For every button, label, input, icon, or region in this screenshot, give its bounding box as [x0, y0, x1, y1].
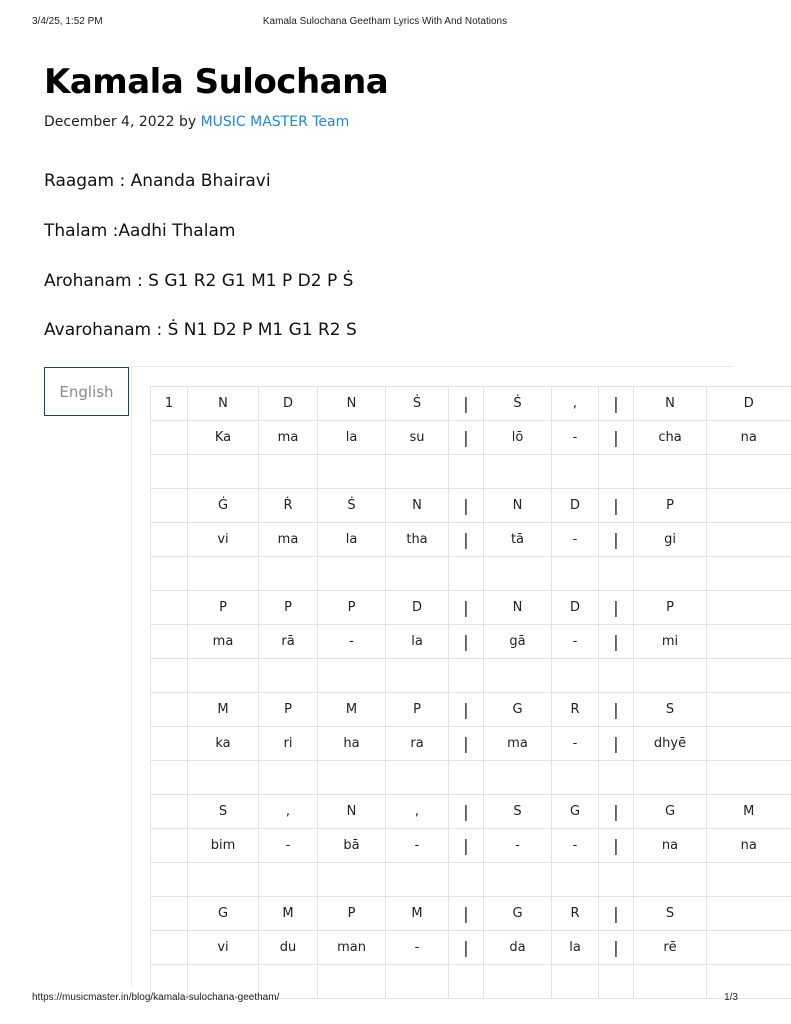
table-cell: G — [188, 897, 259, 931]
table-cell: bā — [318, 829, 386, 863]
table-cell: M — [707, 795, 791, 829]
tab-panel-border-top — [131, 366, 732, 367]
table-cell: Ṡ — [386, 387, 449, 421]
table-cell: ma — [259, 523, 318, 557]
table-row — [151, 455, 791, 489]
raagam-text: Raagam : Ananda Bhairavi — [44, 171, 271, 191]
author-link[interactable]: MUSIC MASTER Team — [200, 114, 350, 130]
table-cell: D — [552, 591, 599, 625]
table-cell: rē — [634, 931, 707, 965]
table-cell: M — [386, 897, 449, 931]
table-cell: Ṙ — [259, 489, 318, 523]
table-row — [151, 795, 791, 829]
table-cell: - — [318, 625, 386, 659]
table-cell — [449, 659, 484, 693]
table-cell: | — [599, 795, 634, 829]
byline — [44, 114, 349, 130]
table-cell: | — [449, 625, 484, 659]
table-cell: ka — [188, 727, 259, 761]
table-cell — [552, 863, 599, 897]
table-cell: S — [188, 795, 259, 829]
table-cell — [151, 659, 188, 693]
table-cell: gā — [484, 625, 552, 659]
table-cell: N — [318, 387, 386, 421]
table-cell: - — [386, 829, 449, 863]
table-cell — [318, 557, 386, 591]
table-row — [151, 829, 791, 863]
table-cell: | — [449, 421, 484, 455]
table-cell — [707, 727, 791, 761]
table-cell: , — [552, 387, 599, 421]
print-url: https://musicmaster.in/blog/kamala-sulochana-geetham/ — [32, 992, 280, 1003]
table-row — [151, 659, 791, 693]
table-cell — [599, 761, 634, 795]
print-header — [32, 16, 738, 30]
table-cell — [707, 931, 791, 965]
table-cell — [259, 557, 318, 591]
table-cell: D — [386, 591, 449, 625]
table-cell — [386, 659, 449, 693]
table-cell: Ġ — [188, 489, 259, 523]
avarohanam-text: Avarohanam : Ṡ N1 D2 P M1 G1 R2 S — [44, 320, 357, 340]
table-cell: man — [318, 931, 386, 965]
table-cell — [484, 863, 552, 897]
table-cell: M — [188, 693, 259, 727]
print-footer — [32, 992, 738, 1006]
print-page-number: 1/3 — [724, 992, 738, 1003]
table-cell: la — [318, 523, 386, 557]
table-cell — [449, 761, 484, 795]
table-cell — [634, 863, 707, 897]
table-row — [151, 931, 791, 965]
table-cell: gi — [634, 523, 707, 557]
table-cell — [151, 625, 188, 659]
table-cell — [386, 761, 449, 795]
table-cell: | — [449, 897, 484, 931]
table-cell — [707, 523, 791, 557]
table-row — [151, 625, 791, 659]
table-cell: N — [634, 387, 707, 421]
table-cell: bim — [188, 829, 259, 863]
table-cell: la — [386, 625, 449, 659]
table-cell — [707, 863, 791, 897]
table-cell — [634, 761, 707, 795]
table-cell — [151, 489, 188, 523]
table-cell: da — [484, 931, 552, 965]
table-cell — [188, 761, 259, 795]
table-cell: S — [634, 897, 707, 931]
table-cell: | — [599, 387, 634, 421]
table-cell: rā — [259, 625, 318, 659]
table-cell: Ṡ — [484, 387, 552, 421]
table-cell — [634, 557, 707, 591]
table-cell — [599, 659, 634, 693]
notation-table — [150, 386, 791, 999]
table-cell: lō — [484, 421, 552, 455]
table-cell — [599, 455, 634, 489]
table-cell: vi — [188, 931, 259, 965]
thalam-text: Thalam :Aadhi Thalam — [44, 221, 236, 241]
table-row — [151, 863, 791, 897]
table-cell: tā — [484, 523, 552, 557]
table-row — [151, 897, 791, 931]
table-cell: N — [188, 387, 259, 421]
table-cell: | — [599, 931, 634, 965]
table-cell: S — [634, 693, 707, 727]
table-cell — [188, 659, 259, 693]
table-cell — [151, 931, 188, 965]
table-cell: R — [552, 897, 599, 931]
table-cell: | — [449, 795, 484, 829]
table-cell: G — [552, 795, 599, 829]
table-cell: G — [634, 795, 707, 829]
table-cell: vi — [188, 523, 259, 557]
table-cell — [318, 455, 386, 489]
table-cell: | — [599, 727, 634, 761]
table-cell — [552, 761, 599, 795]
table-cell: ra — [386, 727, 449, 761]
table-cell: - — [386, 931, 449, 965]
table-cell — [707, 761, 791, 795]
table-cell — [707, 489, 791, 523]
table-cell: S — [484, 795, 552, 829]
table-cell: Ka — [188, 421, 259, 455]
table-cell — [484, 557, 552, 591]
table-cell — [386, 557, 449, 591]
table-cell: , — [259, 795, 318, 829]
print-document-title: Kamala Sulochana Geetham Lyrics With And Notations — [262, 16, 508, 27]
table-cell: | — [599, 591, 634, 625]
table-cell: ha — [318, 727, 386, 761]
table-cell: na — [707, 421, 791, 455]
table-cell — [634, 455, 707, 489]
table-cell: | — [449, 387, 484, 421]
table-cell — [151, 693, 188, 727]
table-cell — [151, 761, 188, 795]
post-date: December 4, 2022 — [44, 114, 175, 130]
table-cell — [634, 659, 707, 693]
table-cell: G — [484, 693, 552, 727]
table-cell: D — [552, 489, 599, 523]
table-cell — [318, 863, 386, 897]
table-cell: ma — [484, 727, 552, 761]
table-cell — [599, 557, 634, 591]
table-cell: mi — [634, 625, 707, 659]
table-cell: | — [599, 421, 634, 455]
table-cell: N — [386, 489, 449, 523]
table-cell: | — [449, 693, 484, 727]
table-cell — [707, 591, 791, 625]
table-cell: la — [318, 421, 386, 455]
table-cell: | — [599, 625, 634, 659]
table-cell — [151, 863, 188, 897]
table-cell: - — [552, 421, 599, 455]
table-cell — [386, 455, 449, 489]
table-cell — [707, 693, 791, 727]
table-cell — [259, 863, 318, 897]
table-cell — [151, 727, 188, 761]
table-cell — [151, 421, 188, 455]
table-cell: - — [484, 829, 552, 863]
table-cell — [151, 829, 188, 863]
table-cell: M — [259, 897, 318, 931]
table-cell: - — [552, 829, 599, 863]
table-cell — [188, 863, 259, 897]
table-cell: la — [552, 931, 599, 965]
table-cell: | — [599, 897, 634, 931]
table-cell — [707, 897, 791, 931]
table-cell — [151, 455, 188, 489]
table-cell: P — [318, 897, 386, 931]
table-cell: ma — [188, 625, 259, 659]
table-cell: P — [318, 591, 386, 625]
table-cell — [484, 659, 552, 693]
byline-by: by — [178, 114, 197, 130]
table-cell: P — [259, 591, 318, 625]
table-cell — [151, 557, 188, 591]
table-row — [151, 761, 791, 795]
table-cell: du — [259, 931, 318, 965]
table-cell — [259, 659, 318, 693]
table-cell: P — [386, 693, 449, 727]
table-row — [151, 727, 791, 761]
table-cell — [449, 557, 484, 591]
table-cell: | — [599, 523, 634, 557]
table-cell — [188, 455, 259, 489]
table-cell: P — [259, 693, 318, 727]
table-cell: | — [449, 829, 484, 863]
table-cell — [484, 761, 552, 795]
table-cell: P — [634, 489, 707, 523]
table-row — [151, 421, 791, 455]
notation-table-container[interactable] — [150, 386, 757, 986]
table-cell — [707, 625, 791, 659]
table-cell — [484, 455, 552, 489]
table-cell: tha — [386, 523, 449, 557]
table-cell — [449, 455, 484, 489]
table-row — [151, 591, 791, 625]
table-cell: N — [318, 795, 386, 829]
table-row — [151, 523, 791, 557]
table-cell: na — [707, 829, 791, 863]
table-cell — [151, 591, 188, 625]
table-cell: | — [449, 931, 484, 965]
table-cell — [151, 795, 188, 829]
table-cell: ma — [259, 421, 318, 455]
table-cell — [707, 455, 791, 489]
table-cell: | — [449, 523, 484, 557]
table-cell: su — [386, 421, 449, 455]
table-row — [151, 387, 791, 421]
table-row — [151, 693, 791, 727]
table-cell: | — [449, 727, 484, 761]
table-cell — [151, 523, 188, 557]
tab-english[interactable]: English — [44, 367, 129, 416]
page-title: Kamala Sulochana — [44, 62, 389, 102]
table-cell: 1 — [151, 387, 188, 421]
table-cell — [449, 863, 484, 897]
tab-panel-border-left — [131, 366, 132, 986]
table-cell: | — [449, 591, 484, 625]
table-cell: | — [599, 829, 634, 863]
table-cell: - — [552, 625, 599, 659]
table-cell: Ṡ — [318, 489, 386, 523]
table-cell: | — [599, 693, 634, 727]
table-cell: - — [552, 523, 599, 557]
table-cell: N — [484, 489, 552, 523]
table-cell: P — [188, 591, 259, 625]
table-cell: M — [318, 693, 386, 727]
table-cell — [552, 659, 599, 693]
table-cell — [707, 557, 791, 591]
table-row — [151, 489, 791, 523]
table-cell — [707, 659, 791, 693]
table-cell: , — [386, 795, 449, 829]
table-cell: D — [259, 387, 318, 421]
table-cell — [259, 455, 318, 489]
table-cell — [318, 761, 386, 795]
table-cell: dhyē — [634, 727, 707, 761]
table-cell: ri — [259, 727, 318, 761]
table-cell — [599, 863, 634, 897]
table-cell: P — [634, 591, 707, 625]
table-cell — [151, 897, 188, 931]
table-cell — [259, 761, 318, 795]
table-cell: G — [484, 897, 552, 931]
table-row — [151, 557, 791, 591]
table-cell — [386, 863, 449, 897]
table-cell: - — [259, 829, 318, 863]
table-cell: - — [552, 727, 599, 761]
table-cell: na — [634, 829, 707, 863]
arohanam-text: Arohanam : S G1 R2 G1 M1 P D2 P Ṡ — [44, 271, 354, 291]
table-cell: N — [484, 591, 552, 625]
print-timestamp: 3/4/25, 1:52 PM — [32, 16, 103, 27]
table-cell: D — [707, 387, 791, 421]
table-cell: cha — [634, 421, 707, 455]
table-cell: | — [449, 489, 484, 523]
table-cell — [552, 557, 599, 591]
table-cell — [552, 455, 599, 489]
table-cell: | — [599, 489, 634, 523]
table-cell — [318, 659, 386, 693]
table-cell — [188, 557, 259, 591]
table-cell: R — [552, 693, 599, 727]
